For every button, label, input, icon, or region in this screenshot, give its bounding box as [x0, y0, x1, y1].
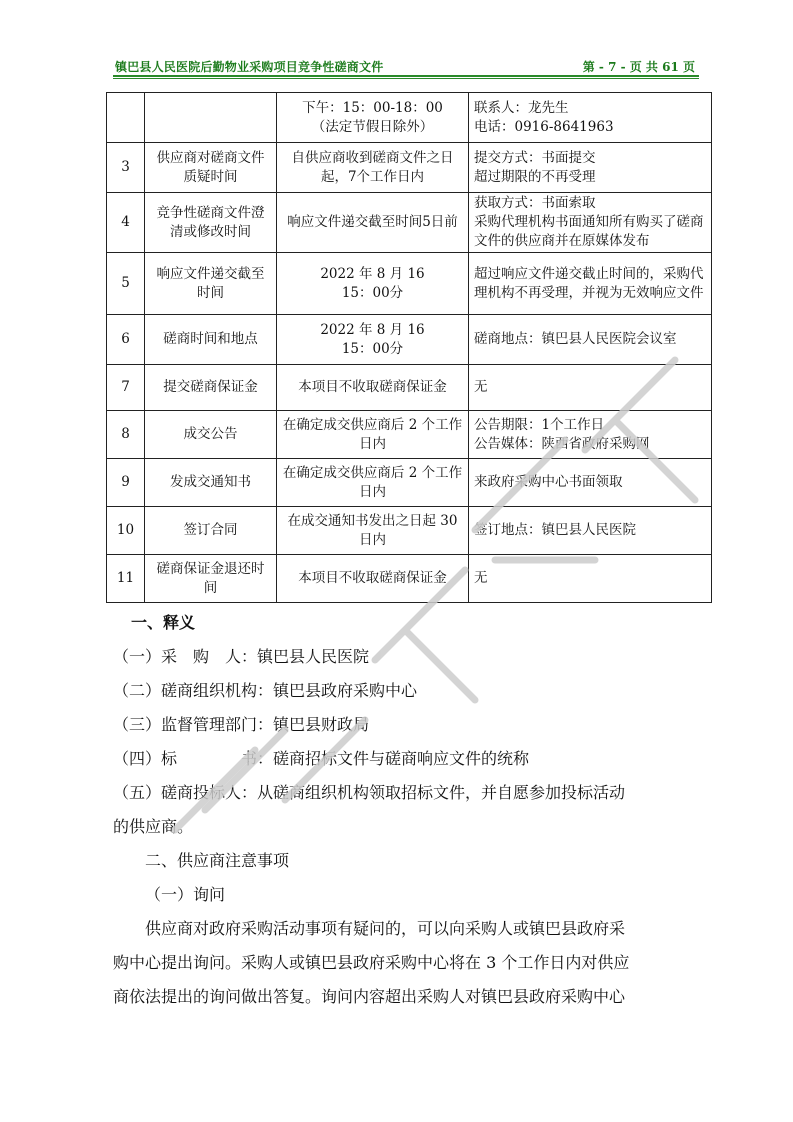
row-number: 5	[107, 253, 145, 315]
row-item: 磋商保证金退还时间	[145, 555, 277, 603]
row-number: 8	[107, 411, 145, 459]
section-title-supplier-notes: 二、供应商注意事项	[145, 851, 290, 870]
row-note: 联系人：龙先生 电话：0916-8641963	[469, 93, 712, 143]
paragraph-line1: 供应商对政府采购活动事项有疑问的，可以向采购人或镇巴县政府采	[145, 919, 626, 938]
row-number: 7	[107, 365, 145, 411]
table-row	[107, 411, 712, 459]
row-item	[145, 93, 277, 143]
table-row	[107, 93, 712, 143]
row-number: 11	[107, 555, 145, 603]
row-time: 下午：15：00-18：00 （法定节假日除外）	[277, 93, 469, 143]
row-note: 签订地点：镇巴县人民医院	[469, 507, 712, 555]
definition-bidder-line1: （五）磋商投标人：从磋商组织机构领取招标文件，并自愿参加投标活动	[113, 783, 626, 802]
row-note: 无	[469, 555, 712, 603]
row-item: 供应商对磋商文件质疑时间	[145, 143, 277, 193]
row-note: 超过响应文件递交截止时间的，采购代理机构不再受理，并视为无效响应文件	[469, 253, 712, 315]
subsection-title-inquiry: （一）询问	[145, 885, 226, 904]
row-note: 获取方式：书面索取 采购代理机构书面通知所有购买了磋商文件的供应商并在原媒体发布	[469, 193, 712, 253]
row-time: 本项目不收取磋商保证金	[277, 555, 469, 603]
row-item: 签订合同	[145, 507, 277, 555]
table-row	[107, 365, 712, 411]
row-note: 无	[469, 365, 712, 411]
row-item: 成交公告	[145, 411, 277, 459]
header-divider	[113, 78, 699, 79]
row-number: 3	[107, 143, 145, 193]
row-item: 竞争性磋商文件澄清或修改时间	[145, 193, 277, 253]
table-row	[107, 507, 712, 555]
row-item: 响应文件递交截至时间	[145, 253, 277, 315]
row-item: 磋商时间和地点	[145, 315, 277, 365]
paragraph-line3: 商依法提出的询问做出答复。询问内容超出采购人对镇巴县政府采购中心	[113, 987, 626, 1006]
definition-bidder-line2: 的供应商。	[113, 817, 194, 836]
table-row	[107, 193, 712, 253]
row-time: 自供应商收到磋商文件之日起，7个工作日内	[277, 143, 469, 193]
row-number: 9	[107, 459, 145, 507]
row-number: 10	[107, 507, 145, 555]
row-item: 提交磋商保证金	[145, 365, 277, 411]
row-time: 在确定成交供应商后 2 个工作日内	[277, 411, 469, 459]
row-note: 提交方式：书面提交 超过期限的不再受理	[469, 143, 712, 193]
page-header	[113, 56, 699, 77]
row-time: 在确定成交供应商后 2 个工作日内	[277, 459, 469, 507]
row-number	[107, 93, 145, 143]
row-item: 发成交通知书	[145, 459, 277, 507]
row-note: 来政府采购中心书面领取	[469, 459, 712, 507]
table-row	[107, 459, 712, 507]
page-number: 第 - 7 - 页 共 61 页	[582, 60, 695, 74]
body-content	[113, 606, 713, 1014]
definition-bidding-documents: （四）标 书：磋商招标文件与磋商响应文件的统称	[113, 749, 530, 768]
row-time: 在成交通知书发出之日起 30日内	[277, 507, 469, 555]
paragraph-line2: 购中心提出询问。采购人或镇巴县政府采购中心将在 3 个工作日内对供应	[113, 953, 630, 972]
section-title-definitions: 一、释义	[131, 613, 196, 632]
row-time: 响应文件递交截至时间5日前	[277, 193, 469, 253]
row-number: 6	[107, 315, 145, 365]
definition-supervisor: （三）监督管理部门：镇巴县财政局	[113, 715, 370, 734]
schedule-table	[106, 92, 712, 603]
row-number: 4	[107, 193, 145, 253]
row-time: 2022 年 8 月 16 15：00分	[277, 315, 469, 365]
row-note: 磋商地点：镇巴县人民医院会议室	[469, 315, 712, 365]
row-note: 公告期限：1个工作日 公告媒体：陕西省政府采购网	[469, 411, 712, 459]
definition-organizer: （二）磋商组织机构：镇巴县政府采购中心	[113, 681, 418, 700]
table-row	[107, 555, 712, 603]
row-time: 本项目不收取磋商保证金	[277, 365, 469, 411]
table-row	[107, 253, 712, 315]
document-title: 镇巴县人民医院后勤物业采购项目竞争性磋商文件	[115, 60, 384, 74]
table-row	[107, 143, 712, 193]
definition-purchaser: （一）采 购 人：镇巴县人民医院	[113, 647, 370, 666]
row-time: 2022 年 8 月 16 15：00分	[277, 253, 469, 315]
table-row	[107, 315, 712, 365]
